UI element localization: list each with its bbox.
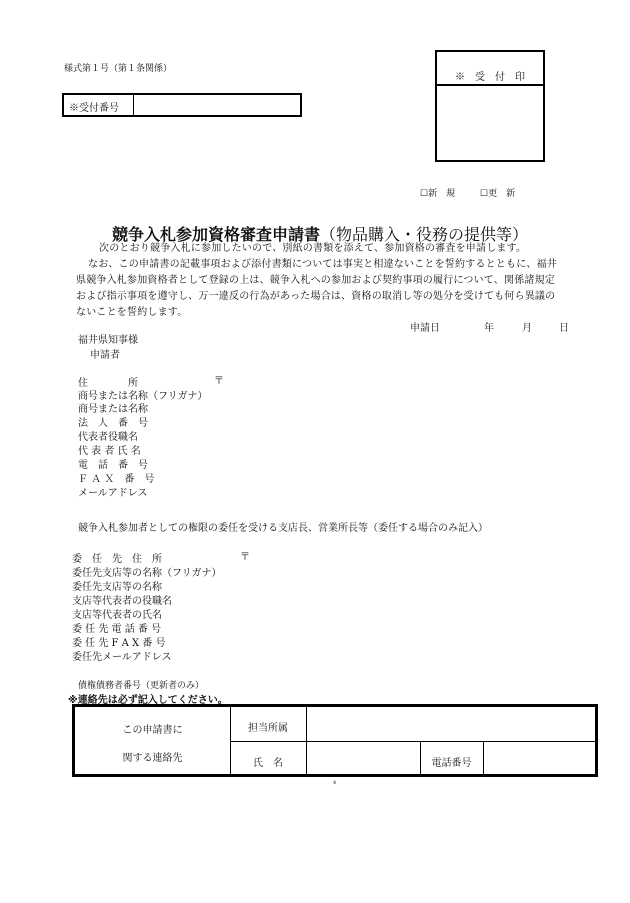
postal-mark-delegate: 〒 <box>240 552 250 563</box>
checkbox-renew[interactable]: ☐更 新 <box>480 189 516 199</box>
delegate-field-email: 委任先メールアドレス <box>72 652 172 663</box>
reception-number-input[interactable] <box>136 96 298 114</box>
reception-stamp-label: ※ 受 付 印 <box>455 72 525 83</box>
applicant-field-phone: 電 話 番 号 <box>78 460 148 471</box>
delegate-field-name: 委任先支店等の名称 <box>72 582 162 593</box>
name-label: 氏 名 <box>253 758 283 769</box>
title-main: 競争入札参加資格審査申請書 <box>112 225 321 244</box>
body-para-2: なお、この申請書の記載事項および添付書類については事実と相違ないことを誓約するとともに、福井県競争入札参加資格者として登録の上は、競争入札への参加および契約事項の履行について、関係諸規定および指示事項を遵守し、万一違反の行為があった場合は、資格の取消し等の処分を受けても何ら異議のないことを誓約します。 <box>76 259 557 318</box>
delegate-field-rep-name: 支店等代表者の氏名 <box>72 610 162 621</box>
applicant-field-corp-number: 法 人 番 号 <box>78 418 148 429</box>
contact-left-line2: 関する連絡先 <box>122 753 183 764</box>
dept-input[interactable] <box>309 709 593 739</box>
page-number: 4 <box>333 780 337 786</box>
applicant-field-email: メールアドレス <box>78 488 148 499</box>
form-number: 様式第１号（第１条関係） <box>64 64 173 74</box>
date-month: 月 <box>522 323 532 334</box>
applicant-field-address: 住 所 <box>78 378 138 389</box>
body-para-1: 次のとおり競争入札に参加したいので、別紙の書類を添えて、参加資格の審査を申請します。 <box>99 243 527 254</box>
delegate-field-rep-title: 支店等代表者の役職名 <box>72 596 172 607</box>
postal-mark-applicant: 〒 <box>214 376 224 387</box>
checkbox-new[interactable]: ☐新 規 <box>420 189 456 199</box>
applicant-label: 申請者 <box>90 350 120 361</box>
delegate-field-phone: 委 任 先 電 話 番 号 <box>72 624 162 635</box>
applicant-field-fax: Ｆ Ａ Ｘ 番 号 <box>78 474 155 485</box>
date-day: 日 <box>559 323 569 334</box>
applicant-field-name-kana: 商号または名称（フリガナ） <box>78 391 208 402</box>
applicant-field-name: 商号または名称 <box>78 404 148 415</box>
date-label: 申請日 <box>410 323 440 334</box>
delegation-note: 競争入札参加者としての権限の委任を受ける支店長、営業所長等（委任する場合のみ記入） <box>78 523 488 534</box>
title-sub: （物品購入・役務の提供等） <box>320 225 529 244</box>
delegate-field-name-kana: 委任先支店等の名称（フリガナ） <box>72 568 222 579</box>
reception-number-label: ※受付番号 <box>69 103 119 114</box>
contact-table <box>72 704 598 777</box>
applicant-field-rep-title: 代表者役職名 <box>78 432 138 443</box>
creditor-number-label: 債権債務者番号（更新者のみ） <box>78 681 205 691</box>
reception-number-box <box>62 93 302 117</box>
name-input[interactable] <box>309 744 417 772</box>
applicant-field-rep-name: 代 表 者 氏 名 <box>78 446 141 457</box>
addressee: 福井県知事様 <box>78 335 138 346</box>
phone-label: 電話番号 <box>431 758 472 769</box>
dept-label: 担当所属 <box>248 723 288 734</box>
contact-notice: ※連絡先は必ず記入してください。 <box>68 695 228 706</box>
reception-stamp-box <box>435 50 545 162</box>
date-year: 年 <box>484 323 494 334</box>
phone-input[interactable] <box>486 744 593 772</box>
contact-left-line1: この申請書に <box>122 725 183 736</box>
delegate-field-address: 委 任 先 住 所 <box>72 554 162 565</box>
delegate-field-fax: 委 任 先 F A X 番 号 <box>72 638 166 649</box>
